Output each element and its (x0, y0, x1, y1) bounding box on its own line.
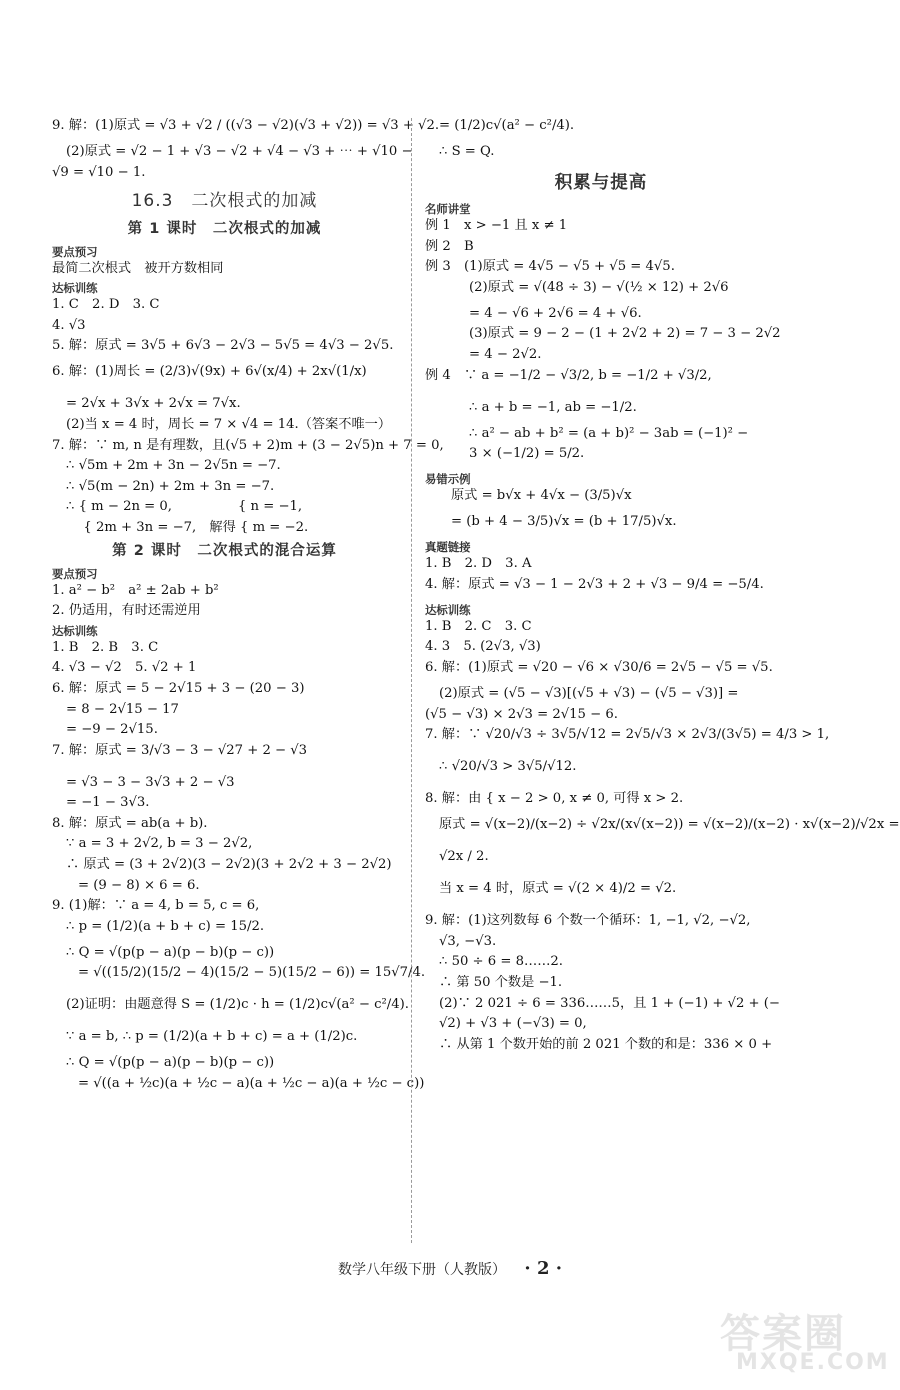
answer-line: ∴ Q = √(p(p − a)(p − b)(p − c)) (66, 944, 275, 960)
answer-line: 9. (1)解：∵ a = 4, b = 5, c = 6, (52, 898, 260, 914)
answer-line: ∴ a² − ab + b² = (a + b)² − 3ab = (−1)² − (469, 425, 749, 441)
answer-line: 7. 解：∵ m, n 是有理数，且(√5 + 2)m + (3 − 2√5)n + 7 = 0, (52, 437, 444, 453)
answer-line: 1. B 2. D 3. A (425, 556, 532, 572)
answer-line: ∴ p = (1/2)(a + b + c) = 15/2. (66, 918, 265, 934)
subsection-label: 易错示例 (425, 472, 471, 487)
answer-line: 1. B 2. B 3. C (52, 639, 159, 655)
answer-line: (2)证明：由题意得 S = (1/2)c · h = (1/2)c√(a² − c²/4). (66, 997, 409, 1013)
answer-line: = 8 − 2√15 − 17 (66, 701, 179, 717)
answer-line: 7. 解：∵ √20/√3 ÷ 3√5/√12 = 2√5/√3 × 2√3/(3√5) = 4/3 > 1, (425, 727, 830, 743)
answer-line: 3 × (−1/2) = 5/2. (469, 446, 585, 462)
answer-line: √2x / 2. (439, 849, 489, 865)
answer-line: ∴ √5(m − 2n) + 2m + 3n = −7. (66, 478, 275, 494)
answer-line: 1. C 2. D 3. C (52, 297, 160, 313)
answer-line: 6. 解：(1)原式 = √20 − √6 × √30/6 = 2√5 − √5 = √5. (425, 659, 773, 675)
answer-line: = 4 − 2√2. (469, 346, 542, 362)
answer-line: 4. 解：原式 = √3 − 1 − 2√3 + 2 + √3 − 9/4 = −5/4. (425, 576, 764, 592)
answer-line: = (9 − 8) × 6 = 6. (78, 877, 200, 893)
answer-line: = −9 − 2√15. (66, 722, 158, 738)
answer-line: 例 1 x > −1 且 x ≠ 1 (425, 218, 568, 233)
subsection-label: 名师讲堂 (425, 202, 471, 216)
answer-line: (2)当 x = 4 时，周长 = 7 × √4 = 14.（答案不唯一） (66, 416, 392, 432)
answer-line: ∴ S = Q. (439, 144, 495, 159)
answer-line: (2)原式 = √2 − 1 + √3 − √2 + √4 − √3 + ⋯ + √10 − (66, 144, 413, 159)
answer-line: = 4 − √6 + 2√6 = 4 + √6. (469, 305, 642, 321)
answer-line: 例 4 ∵ a = −1/2 − √3/2, b = −1/2 + √3/2, (425, 367, 712, 383)
answer-line: √3, −√3. (439, 933, 497, 949)
answer-line: 9. 解：(1)这列数每 6 个数一个循环：1, −1, √2, −√2, (425, 913, 751, 929)
answer-line: 8. 解：原式 = ab(a + b). (52, 815, 208, 831)
answer-line: 原式 = b√x + 4√x − (3/5)√x (451, 488, 632, 504)
page-number: · 2 · (524, 1258, 563, 1279)
answer-line: ∴ √5m + 2m + 3n − 2√5n = −7. (66, 458, 281, 474)
answer-line: ∵ a = b, ∴ p = (1/2)(a + b + c) = a + (1/2)c. (66, 1029, 358, 1045)
lesson-title: 第 2 课时 二次根式的混合运算 (112, 542, 337, 559)
watermark-logo-text: 答案圈 (720, 1311, 846, 1357)
subsection-label: 达标训练 (52, 623, 98, 638)
answer-line: (√5 − √3) × 2√3 = 2√15 − 6. (425, 706, 618, 722)
answer-line: ∴ { m − 2n = 0, { n = −1, (66, 499, 303, 515)
answer-line: ∵ a = 3 + 2√2, b = 3 − 2√2, (66, 836, 253, 852)
answer-line: = (1/2)c√(a² − c²/4). (439, 118, 575, 133)
answer-line: ∴ a + b = −1, ab = −1/2. (469, 399, 637, 415)
answer-line: ∴ 原式 = (3 + 2√2)(3 − 2√2)(3 + 2√2 + 3 − 2√2) (66, 857, 392, 873)
answer-line: 8. 解：由 { x − 2 > 0, x ≠ 0, 可得 x > 2. (425, 791, 684, 807)
answer-line: 当 x = 4 时，原式 = √(2 × 4)/2 = √2. (439, 881, 677, 897)
answer-line: = −1 − 3√3. (66, 795, 150, 811)
watermark-url: MXQE.COM (736, 1350, 890, 1375)
answer-line: 4. √3 (52, 317, 86, 333)
left-column (52, 118, 444, 1097)
answer-line: 4. 3 5. (2√3, √3) (425, 639, 541, 655)
answer-line: = 2√x + 3√x + 2√x = 7√x. (66, 396, 241, 412)
lesson-title: 第 1 课时 二次根式的加减 (127, 220, 322, 237)
answer-line: √9 = √10 − 1. (52, 164, 146, 180)
section-title: 16.3 二次根式的加减 (131, 190, 318, 211)
answer-line: (2)原式 = √(48 ÷ 3) − √(½ × 12) + 2√6 (469, 279, 729, 295)
subsection-label: 真题链接 (425, 540, 471, 555)
column-divider (411, 118, 412, 1243)
answer-line: 1. a² − b² a² ± 2ab + b² (52, 582, 219, 598)
answer-line: (2)∵ 2 021 ÷ 6 = 336……5，且 1 + (−1) + √2 + (− (439, 995, 780, 1011)
site-watermark (720, 1302, 890, 1380)
answer-line: ∴ 第 50 个数是 −1. (439, 974, 563, 990)
answer-line: ∴ Q = √(p(p − a)(p − b)(p − c)) (66, 1055, 275, 1071)
answer-line: 原式 = √(x−2)/(x−2) ÷ √2x/(x√(x−2)) = √(x−2)/(x−2) · x√(x−2)/√2x = (439, 817, 900, 833)
answer-line: = √((15/2)(15/2 − 4)(15/2 − 5)(15/2 − 6)) = 15√7/4. (78, 965, 426, 981)
answer-line: 例 3 (1)原式 = 4√5 − √5 + √5 = 4√5. (425, 259, 675, 275)
page-footer (0, 1258, 900, 1279)
book-title: 数学八年级下册（人教版） (337, 1262, 506, 1278)
answer-line: (3)原式 = 9 − 2 − (1 + 2√2 + 2) = 7 − 3 − 2√2 (469, 326, 781, 342)
answer-line: = √3 − 3 − 3√3 + 2 − √3 (66, 774, 235, 790)
answer-line: 7. 解：原式 = 3/√3 − 3 − √27 + 2 − √3 (52, 742, 308, 758)
answer-line: 最简二次根式 被开方数相同 (52, 260, 224, 276)
answer-line: ∴ √20/√3 > 3√5/√12. (439, 759, 577, 775)
answer-line: { 2m + 3n = −7, 解得 { m = −2. (66, 519, 309, 535)
answer-line: 9. 解：(1)原式 = √3 + √2 / ((√3 − √2)(√3 + √2)) = √3 + √2. (52, 118, 440, 133)
section-title: 积累与提高 (554, 173, 648, 193)
answer-line: 6. 解：原式 = 5 − 2√15 + 3 − (20 − 3) (52, 680, 305, 696)
answer-line: 5. 解：原式 = 3√5 + 6√3 − 2√3 − 5√5 = 4√3 − 2√5. (52, 338, 394, 354)
answer-line: 4. √3 − √2 5. √2 + 1 (52, 660, 197, 676)
answer-line: 2. 仍适用，有时还需逆用 (52, 603, 201, 619)
subsection-label: 达标训练 (52, 281, 98, 296)
answer-line: = √((a + ½c)(a + ½c − a)(a + ½c − a)(a + ½c − c)) (78, 1076, 425, 1092)
answer-line: ∴ 50 ÷ 6 = 8……2. (439, 954, 563, 970)
answer-line: ∴ 从第 1 个数开始的前 2 021 个数的和是：336 × 0 + (439, 1036, 773, 1052)
subsection-label: 要点预习 (52, 244, 98, 259)
answer-line: √2) + √3 + (−√3) = 0, (439, 1016, 587, 1032)
answer-line: (2)原式 = (√5 − √3)[(√5 + √3) − (√5 − √3)] = (439, 685, 739, 701)
answer-line: = (b + 4 − 3/5)√x = (b + 17/5)√x. (451, 514, 677, 530)
answer-line: 例 2 B (425, 238, 474, 254)
subsection-label: 要点预习 (52, 566, 98, 581)
subsection-label: 达标训练 (425, 602, 471, 617)
right-column (425, 118, 900, 1057)
answer-line: 6. 解：(1)周长 = (2/3)√(9x) + 6√(x/4) + 2x√(1/x) (52, 364, 367, 380)
answer-line: 1. B 2. C 3. C (425, 618, 532, 634)
